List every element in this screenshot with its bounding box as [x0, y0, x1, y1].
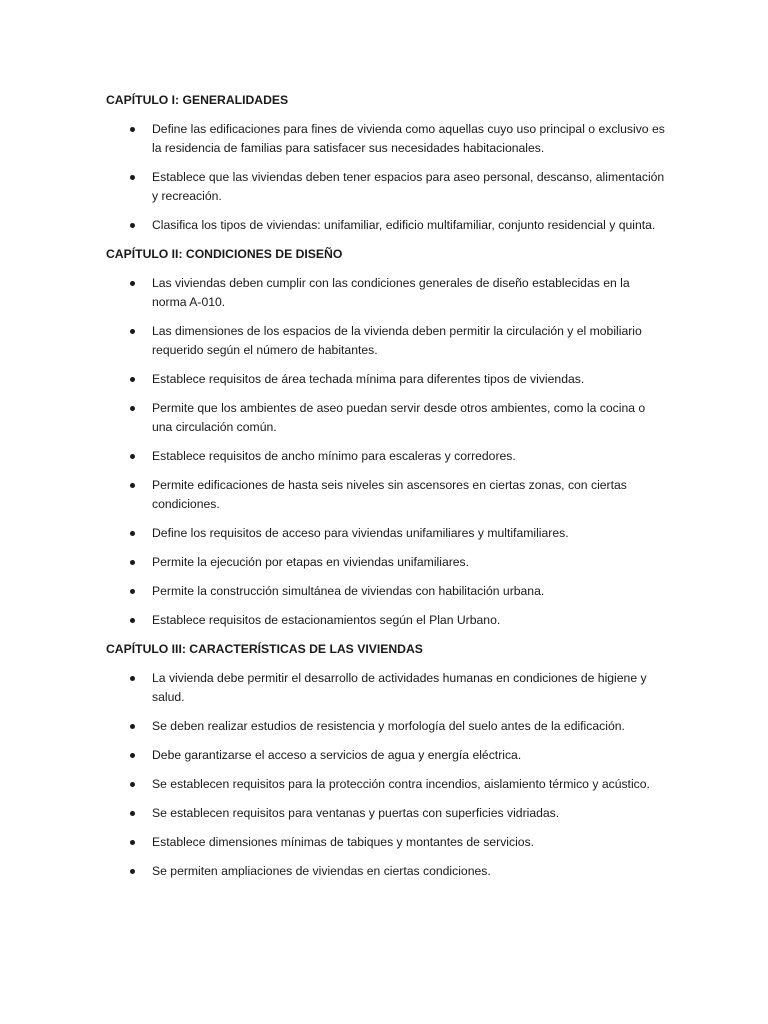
document-page — [106, 91, 666, 891]
bullet-list — [106, 669, 666, 881]
section-chapter-2 — [106, 245, 666, 630]
bullet-list — [106, 274, 666, 630]
list-item — [106, 274, 666, 312]
bullet-icon — [130, 869, 135, 874]
bullet-icon — [130, 782, 135, 787]
list-item-text: Las dimensiones de los espacios de la vivienda deben permitir la circulación y el mobiliario requerido según el número de habitantes. — [152, 324, 642, 357]
bullet-icon — [130, 753, 135, 758]
list-item-text: Establece requisitos de área techada mínima para diferentes tipos de viviendas. — [152, 372, 585, 386]
list-item — [106, 746, 666, 765]
bullet-icon — [130, 454, 135, 459]
bullet-icon — [130, 531, 135, 536]
list-item-text: Establece que las viviendas deben tener espacios para aseo personal, descanso, alimentación y recreación. — [152, 170, 665, 203]
list-item-text: Define las edificaciones para fines de vivienda como aquellas cuyo uso principal o exclusivo es la residencia de familias para satisfacer sus necesidades habitacionales. — [152, 122, 665, 155]
bullet-icon — [130, 377, 135, 382]
list-item — [106, 476, 666, 514]
section-chapter-1 — [106, 91, 666, 235]
bullet-icon — [130, 676, 135, 681]
list-item-text: Define los requisitos de acceso para viviendas unifamiliares y multifamiliares. — [152, 526, 569, 540]
list-item — [106, 553, 666, 572]
bullet-icon — [130, 406, 135, 411]
list-item — [106, 804, 666, 823]
list-item — [106, 120, 666, 158]
list-item-text: Permite la ejecución por etapas en viviendas unifamiliares. — [152, 555, 470, 569]
list-item — [106, 775, 666, 794]
bullet-list — [106, 120, 666, 235]
list-item — [106, 833, 666, 852]
section-heading: CAPÍTULO III: CARACTERÍSTICAS DE LAS VIVIENDAS — [106, 642, 423, 656]
list-item-text: Establece requisitos de estacionamientos según el Plan Urbano. — [152, 613, 501, 627]
list-item-text: Establece requisitos de ancho mínimo para escaleras y corredores. — [152, 449, 516, 463]
section-chapter-3 — [106, 640, 666, 881]
list-item — [106, 862, 666, 881]
bullet-icon — [130, 175, 135, 180]
list-item-text: Permite edificaciones de hasta seis niveles sin ascensores en ciertas zonas, con ciertas condiciones. — [152, 478, 627, 511]
bullet-icon — [130, 281, 135, 286]
bullet-icon — [130, 223, 135, 228]
list-item-text: Se deben realizar estudios de resistencia y morfología del suelo antes de la edificación. — [152, 719, 625, 733]
bullet-icon — [130, 483, 135, 488]
section-heading: CAPÍTULO I: GENERALIDADES — [106, 93, 289, 107]
list-item-text: La vivienda debe permitir el desarrollo de actividades humanas en condiciones de higiene y salud. — [152, 671, 647, 704]
bullet-icon — [130, 589, 135, 594]
bullet-icon — [130, 560, 135, 565]
bullet-icon — [130, 329, 135, 334]
bullet-icon — [130, 811, 135, 816]
list-item-text: Se establecen requisitos para la protección contra incendios, aislamiento térmico y acústico. — [152, 777, 650, 791]
list-item — [106, 322, 666, 360]
list-item — [106, 669, 666, 707]
list-item — [106, 717, 666, 736]
list-item — [106, 611, 666, 630]
section-heading: CAPÍTULO II: CONDICIONES DE DISEÑO — [106, 247, 343, 261]
list-item — [106, 447, 666, 466]
list-item — [106, 399, 666, 437]
list-item — [106, 524, 666, 543]
list-item — [106, 582, 666, 601]
list-item-text: Se establecen requisitos para ventanas y puertas con superficies vidriadas. — [152, 806, 560, 820]
list-item-text: Debe garantizarse el acceso a servicios de agua y energía eléctrica. — [152, 748, 522, 762]
list-item — [106, 168, 666, 206]
list-item-text: Clasifica los tipos de viviendas: unifamiliar, edificio multifamiliar, conjunto residencial y quinta. — [152, 218, 656, 232]
bullet-icon — [130, 618, 135, 623]
bullet-icon — [130, 127, 135, 132]
list-item-text: Permite que los ambientes de aseo puedan servir desde otros ambientes, como la cocina o una circulación común. — [152, 401, 646, 434]
list-item-text: Las viviendas deben cumplir con las condiciones generales de diseño establecidas en la norma A-010. — [152, 276, 630, 309]
bullet-icon — [130, 724, 135, 729]
list-item-text: Se permiten ampliaciones de viviendas en ciertas condiciones. — [152, 864, 491, 878]
bullet-icon — [130, 840, 135, 845]
list-item — [106, 216, 666, 235]
list-item-text: Permite la construcción simultánea de viviendas con habilitación urbana. — [152, 584, 545, 598]
list-item-text: Establece dimensiones mínimas de tabiques y montantes de servicios. — [152, 835, 535, 849]
list-item — [106, 370, 666, 389]
